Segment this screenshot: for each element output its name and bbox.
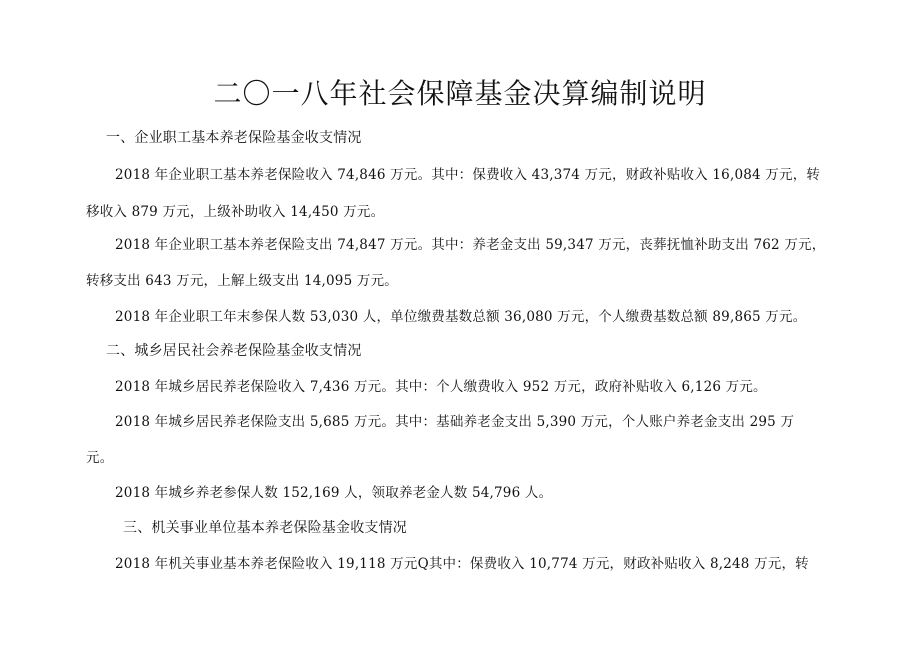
section-heading-2: 二、城乡居民社会养老保险基金收支情况	[106, 343, 362, 359]
document-title: 二〇一八年社会保障基金决算编制说明	[213, 77, 707, 110]
paragraph-line: 2018 年机关事业基本养老保险收入 19,118 万元Q其中：保费收入 10,774 万元，财政补贴收入 8,248 万元，转	[115, 556, 809, 572]
paragraph-line: 2018 年城乡养老参保人数 152,169 人，领取养老金人数 54,796 人。	[115, 485, 553, 501]
paragraph-line: 2018 年企业职工年末参保人数 53,030 人，单位缴费基数总额 36,080 万元，个人缴费基数总额 89,865 万元。	[115, 309, 807, 325]
paragraph-line: 2018 年城乡居民养老保险支出 5,685 万元。其中：基础养老金支出 5,390 万元，个人账户养老金支出 295 万	[115, 414, 795, 430]
section-heading-1: 一、企业职工基本养老保险基金收支情况	[106, 130, 362, 146]
paragraph-line: 2018 年城乡居民养老保险收入 7,436 万元。其中：个人缴费收入 952 万元，政府补贴收入 6,126 万元。	[115, 379, 767, 395]
section-heading-3: 三、机关事业单位基本养老保险基金收支情况	[123, 520, 407, 536]
paragraph-line: 移收入 879 万元，上级补助收入 14,450 万元。	[86, 204, 385, 220]
paragraph-line: 转移支出 643 万元，上解上级支出 14,095 万元。	[86, 273, 398, 289]
paragraph-line: 2018 年企业职工基本养老保险支出 74,847 万元。其中：养老金支出 59,347 万元，丧葬抚恤补助支出 762 万元，	[115, 237, 826, 253]
paragraph-line: 2018 年企业职工基本养老保险收入 74,846 万元。其中：保费收入 43,374 万元，财政补贴收入 16,084 万元，转	[115, 167, 821, 183]
paragraph-line: 元。	[86, 450, 114, 466]
